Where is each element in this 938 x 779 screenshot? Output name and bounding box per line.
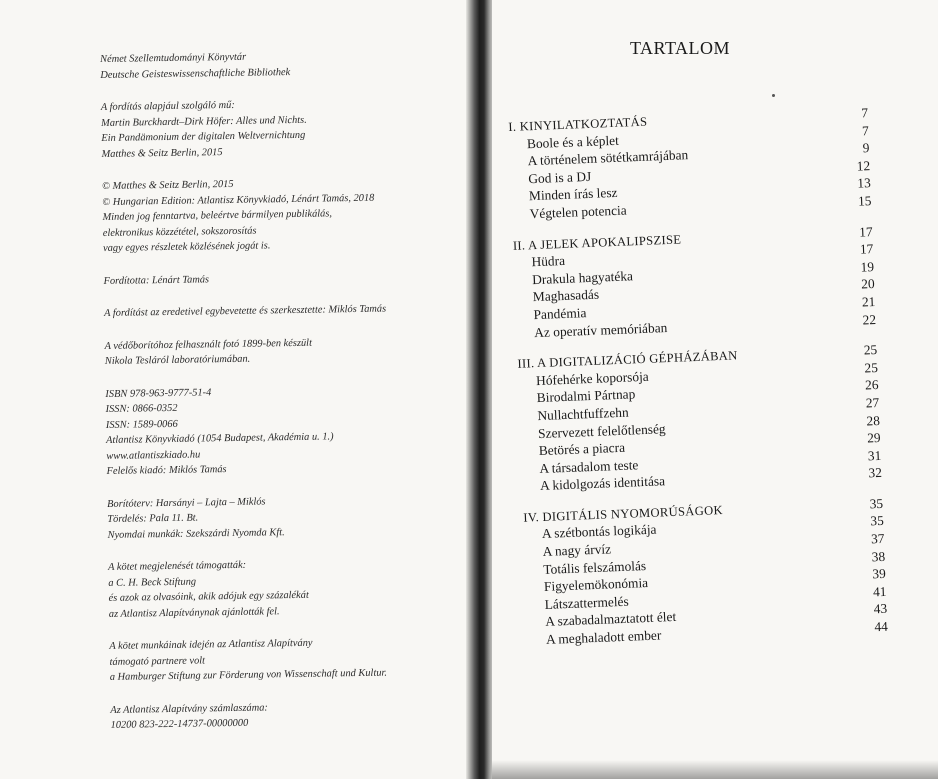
toc-entry-title: A szabadalmaztatott élet [545, 609, 677, 630]
toc-entry-title: Drakula hagyatéka [531, 268, 634, 287]
toc-entry-title: Minden írás lesz [528, 185, 618, 204]
toc-entry-title: Végtelen potencia [529, 202, 627, 222]
toc-entry-page-number: 19 [860, 258, 875, 275]
toc-entry-page-number: 41 [872, 583, 887, 600]
toc-entry-page-number: 7 [861, 122, 870, 139]
colophon-line: és azok az olvasóink, akik adójuk egy százalékát [108, 589, 309, 604]
toc-entry-title: Birodalmi Pártnap [536, 386, 636, 406]
toc-entry-page-number: 9 [862, 140, 870, 156]
toc-entry-page-number: 21 [861, 293, 876, 310]
colophon-line: ISSN: 1589-0066 [105, 418, 178, 431]
colophon-line: Nikola Tesláról laboratóriumában. [104, 353, 251, 367]
toc-entry-title: Hüdra [531, 253, 566, 270]
colophon-line: A kötet munkáinak idején az Atlantisz Alapítvány [109, 637, 313, 652]
chapter-title: III. A DIGITALIZÁCIÓ GÉPHÁZÁBAN [517, 348, 738, 371]
colophon-line: Matthes & Seitz Berlin, 2015 [101, 146, 223, 160]
colophon-line: Fordította: Lénárt Tamás [103, 273, 210, 287]
colophon-block [104, 300, 454, 321]
colophon-line: A fordítást az eredetivel egybevetette és szerkesztette: Miklós Tamás [104, 303, 387, 319]
toc-entry-title: Maghasadás [532, 286, 600, 305]
table-of-contents [508, 104, 889, 662]
colophon-line: A védőborítóhoz felhasznált fotó 1899-ben készült [104, 337, 313, 352]
dust-speck [772, 94, 775, 97]
colophon-line: ISSN: 0866-0352 [105, 402, 178, 415]
chapter-page-number: 25 [863, 342, 878, 358]
colophon-line: Minden jog fenntartva, beleértve bármilyen publikálás, [102, 208, 333, 223]
colophon-block [108, 554, 459, 621]
colophon [100, 47, 461, 751]
colophon-line: Martin Burckhardt–Dirk Höfer: Alles und Nichts. [101, 114, 307, 129]
toc-entry-title: A szétbontás logikája [541, 522, 657, 542]
toc-entry-page-number: 12 [856, 157, 871, 174]
colophon-block [105, 381, 456, 479]
toc-entry-title: Boole és a képlet [526, 132, 620, 151]
colophon-line: Német Szellemtudományi Könyvtár [100, 51, 247, 65]
colophon-block [107, 491, 458, 543]
chapter-title: IV. DIGITÁLIS NYOMORÚSÁGOK [523, 502, 724, 525]
colophon-line: © Matthes & Seitz Berlin, 2015 [102, 178, 234, 192]
colophon-line: vagy egyes részletek közlésének jogát is. [103, 240, 271, 254]
colophon-line: támogató partnere volt [109, 654, 206, 668]
toc-entry-title: Az operatív memóriában [533, 319, 668, 340]
toc-entry-page-number: 26 [864, 377, 879, 393]
colophon-block [110, 697, 460, 733]
toc-entry-page-number: 32 [868, 465, 883, 481]
toc-entry-page-number: 31 [867, 447, 882, 464]
chapter-page-number: 35 [869, 495, 884, 512]
toc-entry-page-number: 44 [874, 618, 889, 635]
toc-entry-title: Szervezett felelőtlenség [537, 420, 666, 441]
colophon-block [101, 94, 452, 161]
toc-chapter [513, 223, 877, 342]
colophon-line: © Hungarian Edition: Atlantisz Könyvkiadó, Lénárt Tamás, 2018 [102, 192, 375, 208]
toc-entry-title: Betörés a piacra [538, 439, 626, 459]
toc-title: TARTALOM [630, 38, 731, 58]
toc-entry-page-number: 20 [860, 276, 875, 292]
page-edge-shadow [492, 760, 938, 779]
toc-entry-title: A nagy árvíz [542, 541, 612, 560]
toc-entry-title: A kidolgozás identitása [539, 473, 666, 494]
colophon-line: Borítóterv: Harsányi – Lajta – Miklós [107, 495, 266, 510]
chapter-page-number: 17 [858, 223, 873, 240]
toc-entry-page-number: 15 [857, 193, 872, 209]
toc-chapter [523, 495, 888, 649]
toc-entry-page-number: 13 [857, 175, 872, 192]
toc-entry-title: Látszattermelés [544, 593, 629, 612]
toc-entry-page-number: 37 [870, 530, 885, 547]
toc-entry-page-number: 25 [864, 359, 879, 376]
toc-entry-title: Pandémia [533, 305, 587, 323]
colophon-line: ISBN 978-963-9777-51-4 [105, 386, 212, 400]
colophon-line: Ein Pandämonium der digitalen Weltvernichtung [101, 129, 306, 144]
colophon-line: a C. H. Beck Stiftung [108, 576, 197, 589]
colophon-line: a Hamburger Stiftung zur Förderung von Wissenschaft und Kultur. [109, 667, 388, 683]
colophon-line: A fordítás alapjául szolgáló mű: [100, 99, 235, 113]
toc-entry-title: Hófehérke koporsója [535, 368, 649, 388]
colophon-line: A kötet megjelenését támogatták: [108, 559, 247, 573]
toc-entry-page-number: 43 [873, 601, 888, 617]
colophon-block [105, 333, 455, 369]
colophon-line: Tördelés: Pala 11. Bt. [107, 512, 199, 525]
colophon-line: Nyomdai munkák: Szekszárdi Nyomda Kft. [107, 526, 285, 541]
chapter-title: I. KINYILATKOZTATÁS [508, 114, 648, 134]
colophon-line: Az Atlantisz Alapítvány számlaszáma: [110, 701, 268, 716]
colophon-line: 10200 823-222-14737-00000000 [110, 717, 249, 731]
toc-entry-title: Totális felszámolás [543, 557, 647, 577]
toc-chapter [517, 341, 882, 495]
toc-entry-title: Figyelemökonómia [543, 575, 649, 595]
colophon-line: www.atlantiszkiado.hu [106, 448, 201, 462]
toc-entry-page-number: 29 [866, 430, 881, 446]
toc-entry-title: Nullachtfuffzehn [537, 404, 629, 423]
colophon-block [102, 173, 453, 256]
colophon-block [103, 268, 453, 289]
colophon-line: Atlantisz Könyvkiadó (1054 Budapest, Akadémia u. 1.) [106, 431, 334, 446]
toc-entry-title: God is a DJ [528, 168, 592, 187]
chapter-page-number: 7 [861, 105, 869, 121]
colophon-block [100, 47, 450, 83]
toc-entry-title: A történelem sötétkamrájában [527, 147, 689, 169]
toc-entry-page-number: 22 [862, 311, 877, 328]
colophon-block [109, 633, 460, 685]
colophon-line: Felelős kiadó: Miklós Tamás [106, 464, 227, 477]
colophon-line: Deutsche Geisteswissenschaftliche Bibliothek [100, 66, 291, 81]
toc-entry-title: A társadalom teste [539, 456, 639, 476]
colophon-line: elektronikus közzététel, sokszorosítás [102, 225, 257, 239]
toc-chapter [508, 104, 872, 223]
toc-entry-page-number: 35 [870, 513, 885, 529]
toc-entry-page-number: 38 [871, 548, 886, 565]
toc-entry-page-number: 17 [859, 241, 874, 257]
toc-entry-page-number: 27 [865, 394, 880, 411]
colophon-line: az Atlantisz Alapítványnak ajánlották fel. [108, 605, 280, 620]
toc-entry-page-number: 28 [866, 412, 881, 428]
chapter-title: II. A JELEK APOKALIPSZISE [512, 232, 682, 253]
toc-entry-title: A meghaladott ember [545, 627, 662, 647]
toc-entry-page-number: 39 [872, 566, 887, 582]
